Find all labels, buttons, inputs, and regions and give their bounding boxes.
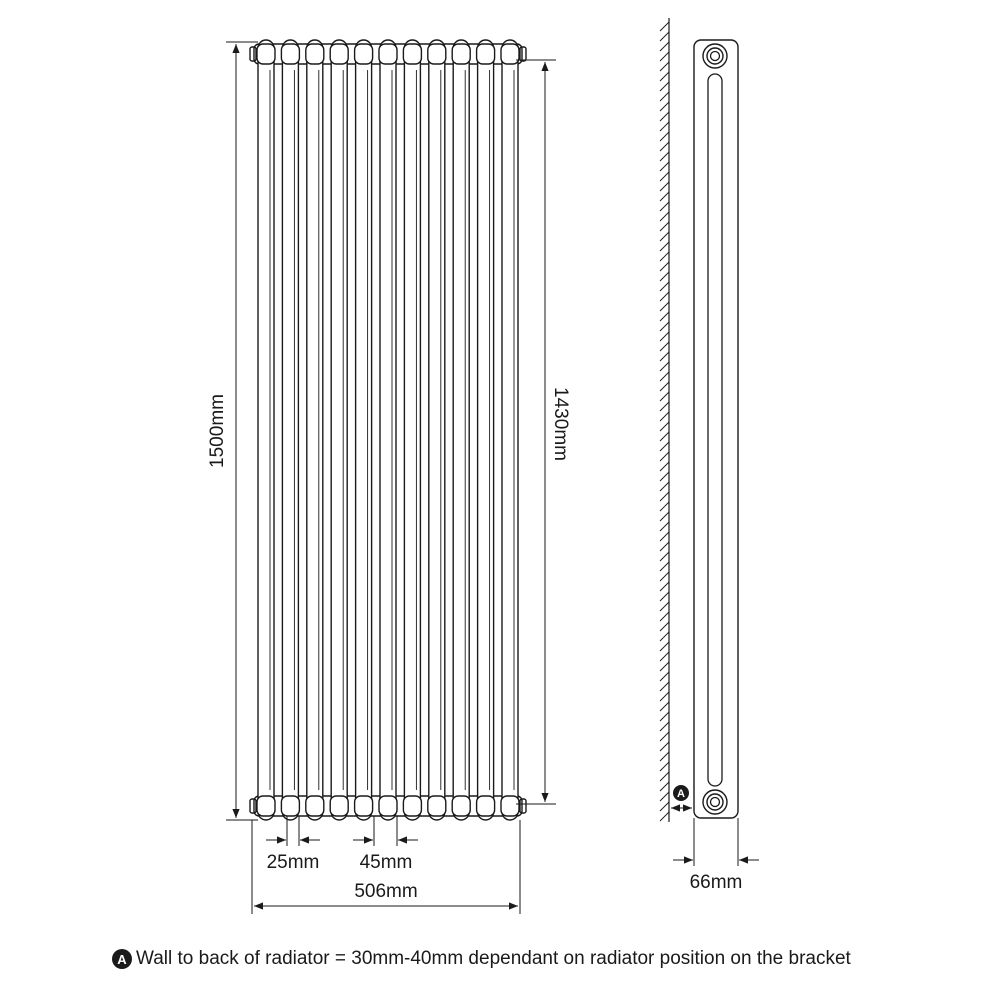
hatch-line	[660, 742, 669, 751]
column-hub-bottom	[379, 796, 397, 816]
hatch-line	[660, 462, 669, 471]
hatch-line	[660, 362, 669, 371]
pipe-end-top-mid	[707, 48, 723, 64]
radiator-side-body	[694, 40, 738, 818]
label-column-gap: 25mm	[266, 852, 320, 873]
hatch-line	[660, 762, 669, 771]
column-hub-top	[477, 44, 495, 64]
radiator-column	[478, 40, 494, 820]
hatch-line	[660, 662, 669, 671]
hatch-line	[660, 812, 669, 821]
hatch-line	[660, 532, 669, 541]
hatch-line	[660, 382, 669, 391]
radiator-column	[404, 40, 420, 820]
footnote-marker-a: A	[112, 949, 132, 969]
radiator-column	[453, 40, 469, 820]
column-hub-top	[379, 44, 397, 64]
hatch-line	[660, 192, 669, 201]
hatch-line	[660, 52, 669, 61]
column-hub-bottom	[330, 796, 348, 816]
hatch-line	[660, 632, 669, 641]
column-hub-top	[281, 44, 299, 64]
hatch-line	[660, 452, 669, 461]
radiator-column	[258, 40, 274, 820]
hatch-line	[660, 232, 669, 241]
hatch-line	[660, 562, 669, 571]
hatch-line	[660, 32, 669, 41]
column-hub-top	[501, 44, 519, 64]
hatch-line	[660, 442, 669, 451]
hatch-line	[660, 582, 669, 591]
hatch-line	[660, 492, 669, 501]
valve-cap-bottom-right	[520, 799, 526, 813]
label-column-pitch: 45mm	[359, 852, 413, 873]
hatch-line	[660, 712, 669, 721]
hatch-line	[660, 482, 669, 491]
label-depth: 66mm	[689, 872, 743, 893]
pipe-end-bottom-inner	[711, 798, 720, 807]
hatch-line	[660, 142, 669, 151]
hatch-line	[660, 572, 669, 581]
column-hub-bottom	[257, 796, 275, 816]
hatch-line	[660, 702, 669, 711]
hatch-line	[660, 152, 669, 161]
hatch-line	[660, 752, 669, 761]
valve-cap-top-right	[520, 47, 526, 61]
radiator-column	[282, 40, 298, 820]
hatch-line	[660, 802, 669, 811]
column-hub-bottom	[281, 796, 299, 816]
hatch-line	[660, 542, 669, 551]
hatch-line	[660, 592, 669, 601]
hatch-line	[660, 282, 669, 291]
column-hub-top	[355, 44, 373, 64]
valve-cap-top-left	[250, 47, 256, 61]
radiator-column	[307, 40, 323, 820]
hatch-line	[660, 522, 669, 531]
side-dimensions	[671, 808, 759, 866]
hatch-line	[660, 552, 669, 561]
hatch-line	[660, 372, 669, 381]
hatch-line	[660, 722, 669, 731]
column-hub-bottom	[403, 796, 421, 816]
hatch-line	[660, 212, 669, 221]
hatch-line	[660, 252, 669, 261]
hatch-line	[660, 402, 669, 411]
hatch-line	[660, 162, 669, 171]
radiator-column	[502, 40, 518, 820]
hatch-line	[660, 42, 669, 51]
radiator-side-slot	[708, 74, 722, 786]
hatch-line	[660, 512, 669, 521]
label-total-width: 506mm	[354, 881, 418, 902]
hatch-line	[660, 172, 669, 181]
label-total-height: 1500mm	[207, 394, 229, 468]
column-hub-bottom	[355, 796, 373, 816]
column-hub-bottom	[477, 796, 495, 816]
hatch-line	[660, 112, 669, 121]
hatch-line	[660, 422, 669, 431]
hatch-line	[660, 132, 669, 141]
hatch-line	[660, 92, 669, 101]
hatch-line	[660, 222, 669, 231]
hatch-line	[660, 472, 669, 481]
radiator-column	[380, 40, 396, 820]
footnote-text: Wall to back of radiator = 30mm-40mm dependant on radiator position on the bracket	[136, 948, 851, 969]
hatch-line	[660, 292, 669, 301]
column-hub-top	[330, 44, 348, 64]
hatch-line	[660, 62, 669, 71]
hatch-line	[660, 612, 669, 621]
radiator-column	[429, 40, 445, 820]
column-hub-bottom	[452, 796, 470, 816]
hatch-line	[660, 622, 669, 631]
hatch-line	[660, 332, 669, 341]
column-hub-top	[452, 44, 470, 64]
hatch-line	[660, 782, 669, 791]
radiator-columns	[257, 40, 519, 820]
column-hub-top	[257, 44, 275, 64]
hatch-line	[660, 102, 669, 111]
hatch-line	[660, 412, 669, 421]
hatch-line	[660, 642, 669, 651]
hatch-line	[660, 772, 669, 781]
hatch-line	[660, 82, 669, 91]
footnote	[112, 944, 992, 974]
column-hub-bottom	[306, 796, 324, 816]
pipe-end-top-inner	[711, 52, 720, 61]
hatch-line	[660, 792, 669, 801]
radiator-column	[356, 40, 372, 820]
hatch-line	[660, 242, 669, 251]
hatch-line	[660, 672, 669, 681]
hatch-line	[660, 22, 669, 31]
hatch-line	[660, 432, 669, 441]
hatch-line	[660, 312, 669, 321]
side-view	[660, 18, 738, 822]
hatch-line	[660, 392, 669, 401]
wall-hatching	[660, 22, 669, 821]
column-hub-top	[428, 44, 446, 64]
hatch-line	[660, 72, 669, 81]
hatch-line	[660, 682, 669, 691]
valve-cap-bottom-left	[250, 799, 256, 813]
hatch-line	[660, 262, 669, 271]
pipe-end-bottom-mid	[707, 794, 723, 810]
column-hub-top	[403, 44, 421, 64]
hatch-line	[660, 322, 669, 331]
hatch-line	[660, 182, 669, 191]
hatch-line	[660, 202, 669, 211]
hatch-line	[660, 502, 669, 511]
front-view	[250, 40, 526, 820]
hatch-line	[660, 122, 669, 131]
hatch-line	[660, 352, 669, 361]
hatch-line	[660, 272, 669, 281]
marker-a-letter: A	[677, 788, 685, 800]
hatch-line	[660, 732, 669, 741]
column-hub-top	[306, 44, 324, 64]
column-hub-bottom	[501, 796, 519, 816]
radiator-column	[331, 40, 347, 820]
hatch-line	[660, 652, 669, 661]
hatch-line	[660, 692, 669, 701]
hatch-line	[660, 302, 669, 311]
column-hub-bottom	[428, 796, 446, 816]
label-pipe-centres: 1430mm	[549, 387, 571, 461]
hatch-line	[660, 342, 669, 351]
hatch-line	[660, 602, 669, 611]
